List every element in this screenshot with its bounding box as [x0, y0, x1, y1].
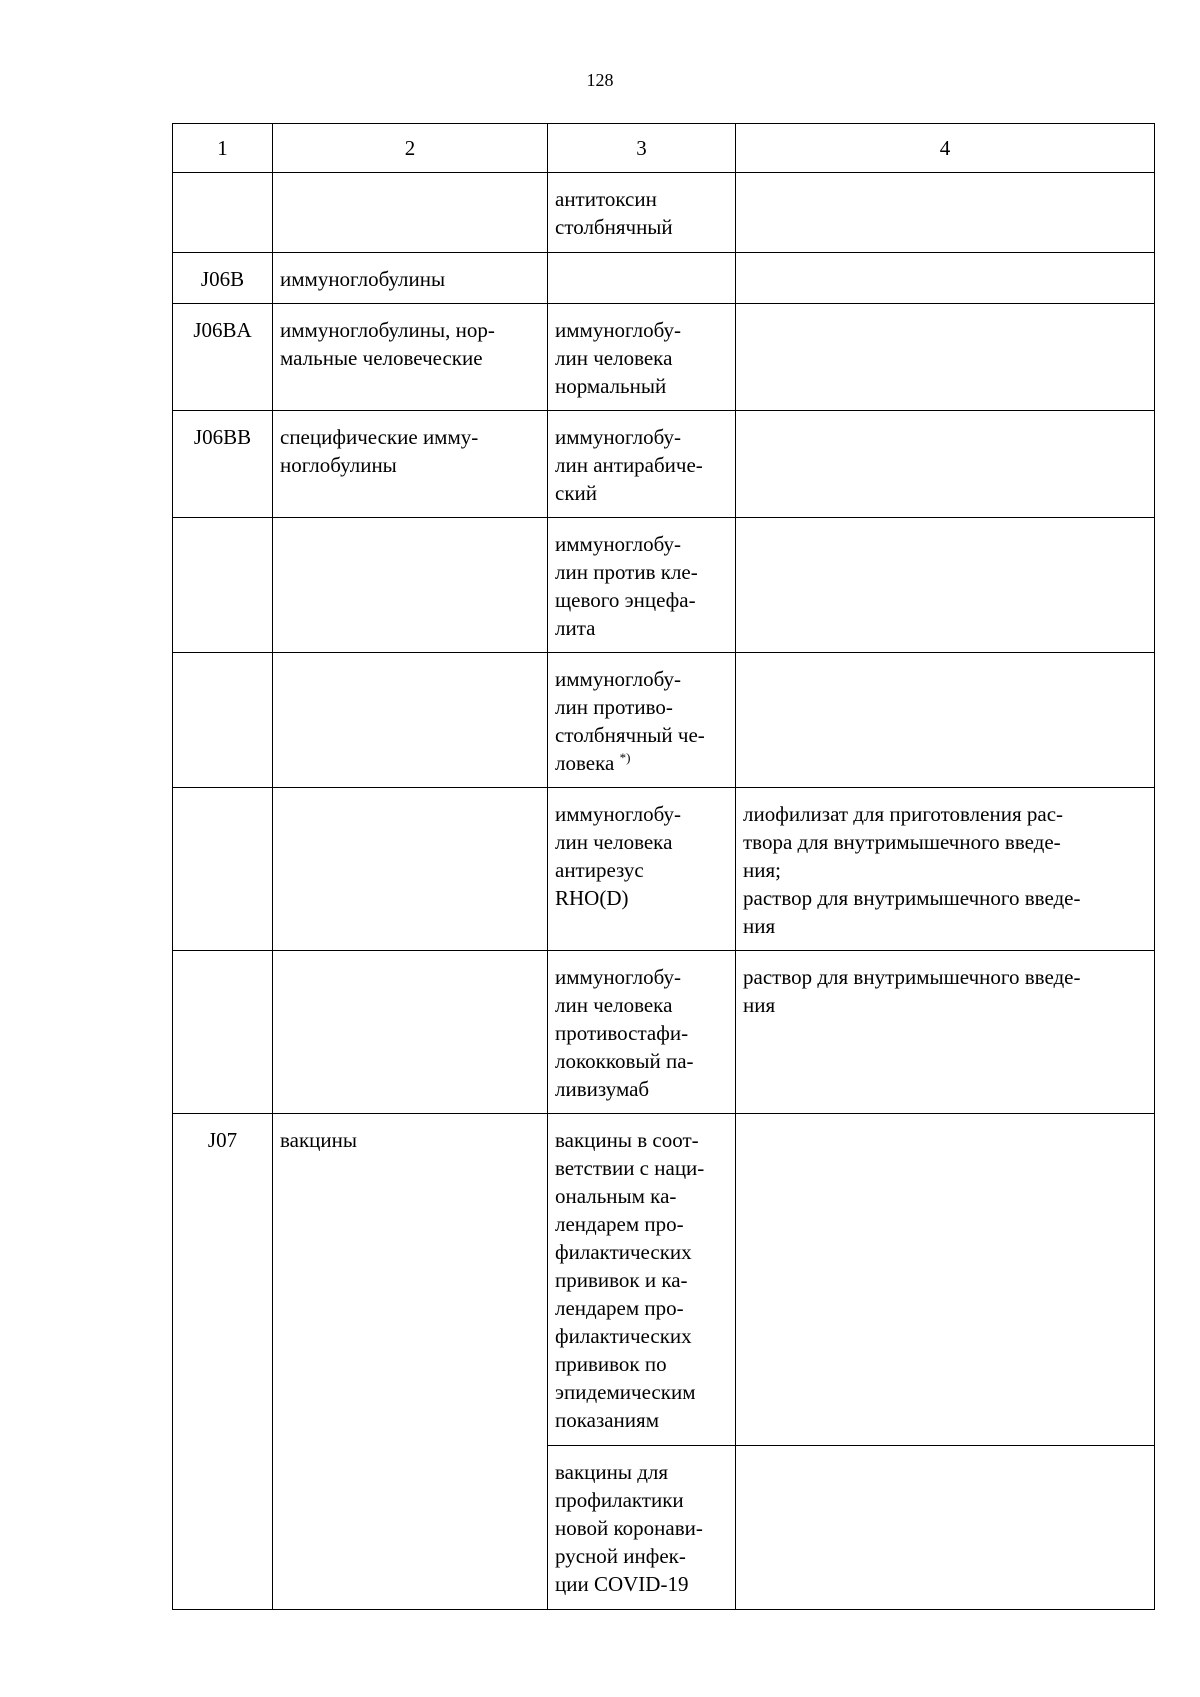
table-row — [173, 173, 1155, 253]
drug-cell: иммуноглобу- лин человека противостафи- лококковый па- ливизумаб — [548, 951, 736, 1114]
group-cell — [273, 653, 548, 788]
atc-code-cell: J06BA — [173, 304, 273, 411]
dosage-form-cell — [736, 304, 1155, 411]
column-header-4: 4 — [736, 124, 1155, 173]
atc-code-cell — [173, 173, 273, 253]
atc-code-cell — [173, 518, 273, 653]
dosage-form-cell: лиофилизат для приготовления рас- твора для внутримышечного введе- ния; раствор для внутримышечного введе- ния — [736, 788, 1155, 951]
drug-cell: иммуноглобу- лин человека нормальный — [548, 304, 736, 411]
page-number: 128 — [586, 70, 614, 90]
group-cell — [273, 951, 548, 1114]
table-row — [173, 253, 1155, 304]
drug-table — [172, 123, 1155, 1610]
table-row — [173, 653, 1155, 788]
group-cell: вакцины — [273, 1114, 548, 1610]
table-header-row — [173, 124, 1155, 173]
group-cell — [273, 173, 548, 253]
atc-code-cell — [173, 951, 273, 1114]
column-header-1: 1 — [173, 124, 273, 173]
drug-cell — [548, 253, 736, 304]
atc-code-cell — [173, 788, 273, 951]
atc-code-cell: J07 — [173, 1114, 273, 1610]
atc-code-cell — [173, 653, 273, 788]
dosage-form-cell — [736, 518, 1155, 653]
group-cell: иммуноглобулины — [273, 253, 548, 304]
dosage-form-cell — [736, 1114, 1155, 1446]
table-row — [173, 1114, 1155, 1446]
drug-cell: вакцины для профилактики новой коронави- русной инфек- ции COVID-19 — [548, 1446, 736, 1610]
atc-code-cell: J06BB — [173, 411, 273, 518]
footnote-mark: *) — [619, 750, 631, 765]
table-row — [173, 411, 1155, 518]
drug-cell — [548, 653, 736, 788]
table-row — [173, 788, 1155, 951]
dosage-form-cell — [736, 173, 1155, 253]
group-cell — [273, 788, 548, 951]
drug-cell: иммуноглобу- лин антирабиче- ский — [548, 411, 736, 518]
drug-name: иммуноглобу- лин противо- столбнячный че- ловека — [555, 667, 705, 775]
dosage-form-cell: раствор для внутримышечного введе- ния — [736, 951, 1155, 1114]
table-row — [173, 951, 1155, 1114]
group-cell: специфические имму- ноглобулины — [273, 411, 548, 518]
table-row — [173, 518, 1155, 653]
column-header-3: 3 — [548, 124, 736, 173]
table-row — [173, 304, 1155, 411]
dosage-form-cell — [736, 1446, 1155, 1610]
group-cell: иммуноглобулины, нор- мальные человеческие — [273, 304, 548, 411]
group-cell — [273, 518, 548, 653]
drug-cell: вакцины в соот- ветствии с наци- ональным ка- лендарем про- филактических прививок и ка- лендарем про- филактических прививок по эпидемическим показаниям — [548, 1114, 736, 1446]
atc-code-cell: J06B — [173, 253, 273, 304]
dosage-form-cell — [736, 411, 1155, 518]
drug-cell: антитоксин столбнячный — [548, 173, 736, 253]
dosage-form-cell — [736, 653, 1155, 788]
column-header-2: 2 — [273, 124, 548, 173]
drug-cell: иммуноглобу- лин человека антирезус RHO(D) — [548, 788, 736, 951]
dosage-form-cell — [736, 253, 1155, 304]
drug-cell: иммуноглобу- лин против кле- щевого энцефа- лита — [548, 518, 736, 653]
